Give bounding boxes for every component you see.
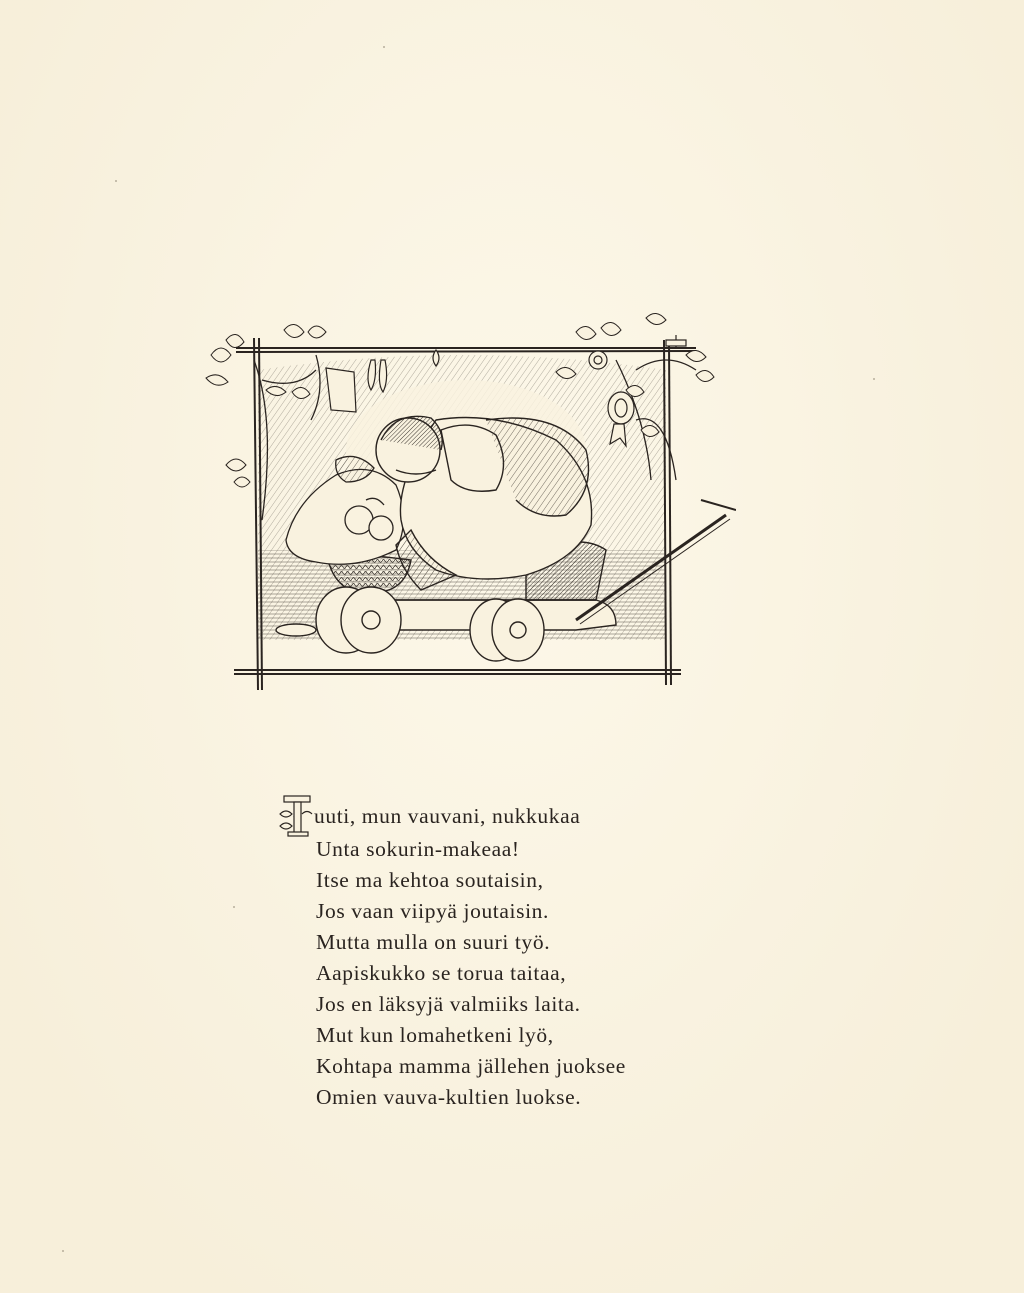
poem [276, 786, 696, 1113]
poem-line: Aapiskukko se torua taitaa, [316, 961, 567, 985]
poem-line: Mut kun lomahetkeni lyö, [316, 1023, 554, 1047]
illustration-girl-with-doll-cart [196, 300, 736, 695]
poem-line: Unta sokurin-makeaa! [316, 837, 520, 861]
paper-speck [383, 46, 385, 48]
poem-line: Mutta mulla on suuri työ. [316, 930, 551, 954]
poem-line-1-text: uuti, mun vauvani, nukkukaa [314, 804, 581, 828]
paper-speck [115, 180, 117, 182]
paper-speck [873, 378, 875, 380]
poem-line: Itse ma kehtoa soutaisin, [316, 868, 544, 892]
poem-line: Jos vaan viipyä joutaisin. [316, 899, 549, 923]
poem-line: Jos en läksyjä valmiiks laita. [316, 992, 581, 1016]
paper-speck [233, 906, 235, 908]
dropcap-letter: T [293, 817, 295, 819]
poem-line-first [276, 786, 696, 834]
poem-line: Omien vauva-kultien luokse. [316, 1085, 582, 1109]
dropcap-ornament [276, 792, 314, 838]
poem-line: Kohtapa mamma jällehen juoksee [316, 1054, 626, 1078]
paper-speck [62, 1250, 64, 1252]
